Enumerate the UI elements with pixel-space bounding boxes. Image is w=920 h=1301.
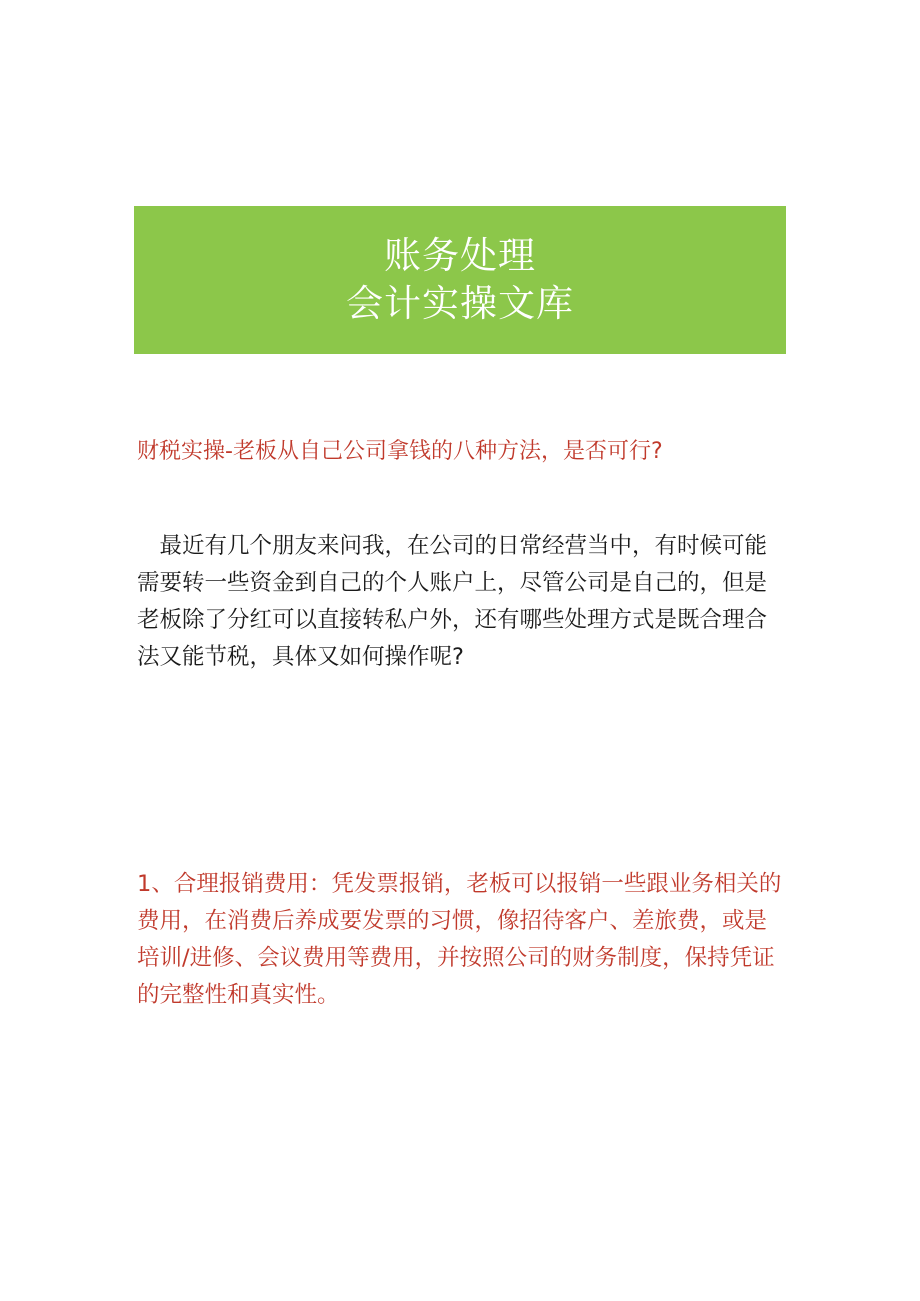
header-banner [134, 206, 786, 354]
banner-line-1: 账务处理 [384, 234, 536, 277]
document-title: 财税实操-老板从自己公司拿钱的八种方法，是否可行? [137, 439, 663, 464]
banner-line-2: 会计实操文库 [346, 282, 574, 325]
intro-paragraph: 最近有几个朋友来问我，在公司的日常经营当中，有时候可能需要转一些资金到自己的个人账户上，尽管公司是自己的，但是老板除了分红可以直接转私户外，还有哪些处理方式是既合理合法又能节税，具体又如何操作呢? [137, 533, 768, 670]
point-paragraph-1: 1、合理报销费用：凭发票报销，老板可以报销一些跟业务相关的费用，在消费后养成要发票的习惯，像招待客户、差旅费，或是培训/进修、会议费用等费用，并按照公司的财务制度，保持凭证的完整性和真实性。 [137, 871, 782, 1008]
